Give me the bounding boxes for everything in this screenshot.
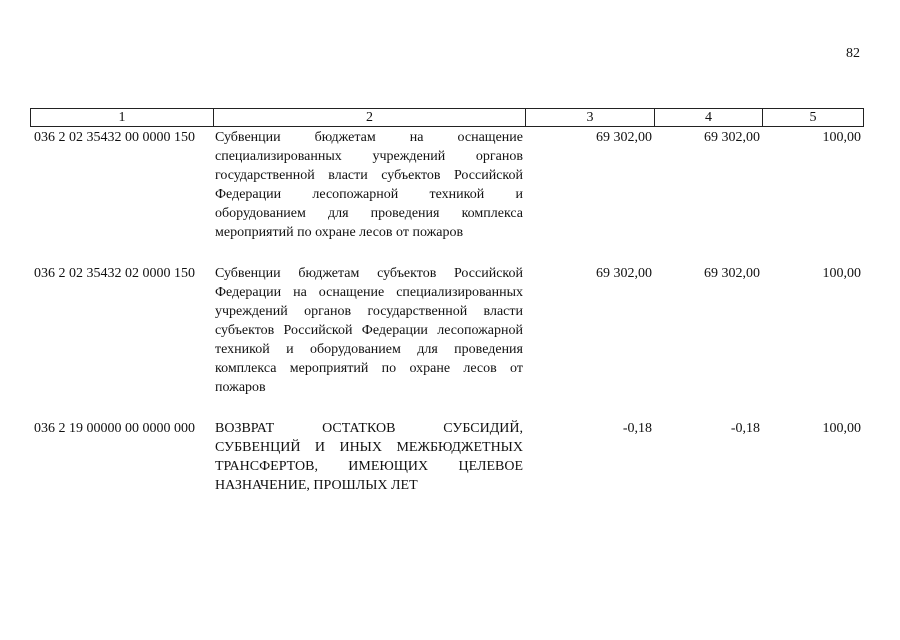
row-description: Субвенции бюджетам субъектов Российской Федерации на оснащение специализированных учреждений органов государственной власти субъектов Российской Федерации лесопожарной техникой и оборудованием для проведения комплекса мероприятий по охране лесов от пожаров <box>215 266 523 395</box>
row-col3-value: -0,18 <box>622 421 652 436</box>
column-header-row <box>31 109 864 127</box>
row-col4-value: 69 302,00 <box>704 266 760 281</box>
row-description: ВОЗВРАТ ОСТАТКОВ СУБСИДИЙ, СУБВЕНЦИЙ И ИНЫХ МЕЖБЮДЖЕТНЫХ ТРАНСФЕРТОВ, ИМЕЮЩИХ ЦЕЛЕВОЕ НАЗНАЧЕНИЕ, ПРОШЛЫХ ЛЕТ <box>215 421 523 493</box>
row-col4-value: -0,18 <box>730 421 760 436</box>
column-header-2: 2 <box>214 109 526 127</box>
column-header-4: 4 <box>655 109 763 127</box>
column-header-1: 1 <box>31 109 214 127</box>
row-col3-value: 69 302,00 <box>596 266 652 281</box>
row-code: 036 2 02 35432 02 0000 150 <box>34 266 195 281</box>
row-col4-value: 69 302,00 <box>704 130 760 145</box>
row-col5-value: 100,00 <box>822 266 861 281</box>
row-code: 036 2 02 35432 00 0000 150 <box>34 130 195 145</box>
row-col5-value: 100,00 <box>822 421 861 436</box>
row-code: 036 2 19 00000 00 0000 000 <box>34 421 195 436</box>
column-header-5: 5 <box>763 109 864 127</box>
row-description: Субвенции бюджетам на оснащение специализированных учреждений органов государственной власти субъектов Российской Федерации лесопожарной техникой и оборудованием для проведения комплекса мероприятий по охране лесов от пожаров <box>215 130 523 240</box>
row-col3-value: 69 302,00 <box>596 130 652 145</box>
page-number: 82 <box>846 46 860 61</box>
column-header-table <box>30 108 864 127</box>
row-col5-value: 100,00 <box>822 130 861 145</box>
column-header-3: 3 <box>526 109 655 127</box>
